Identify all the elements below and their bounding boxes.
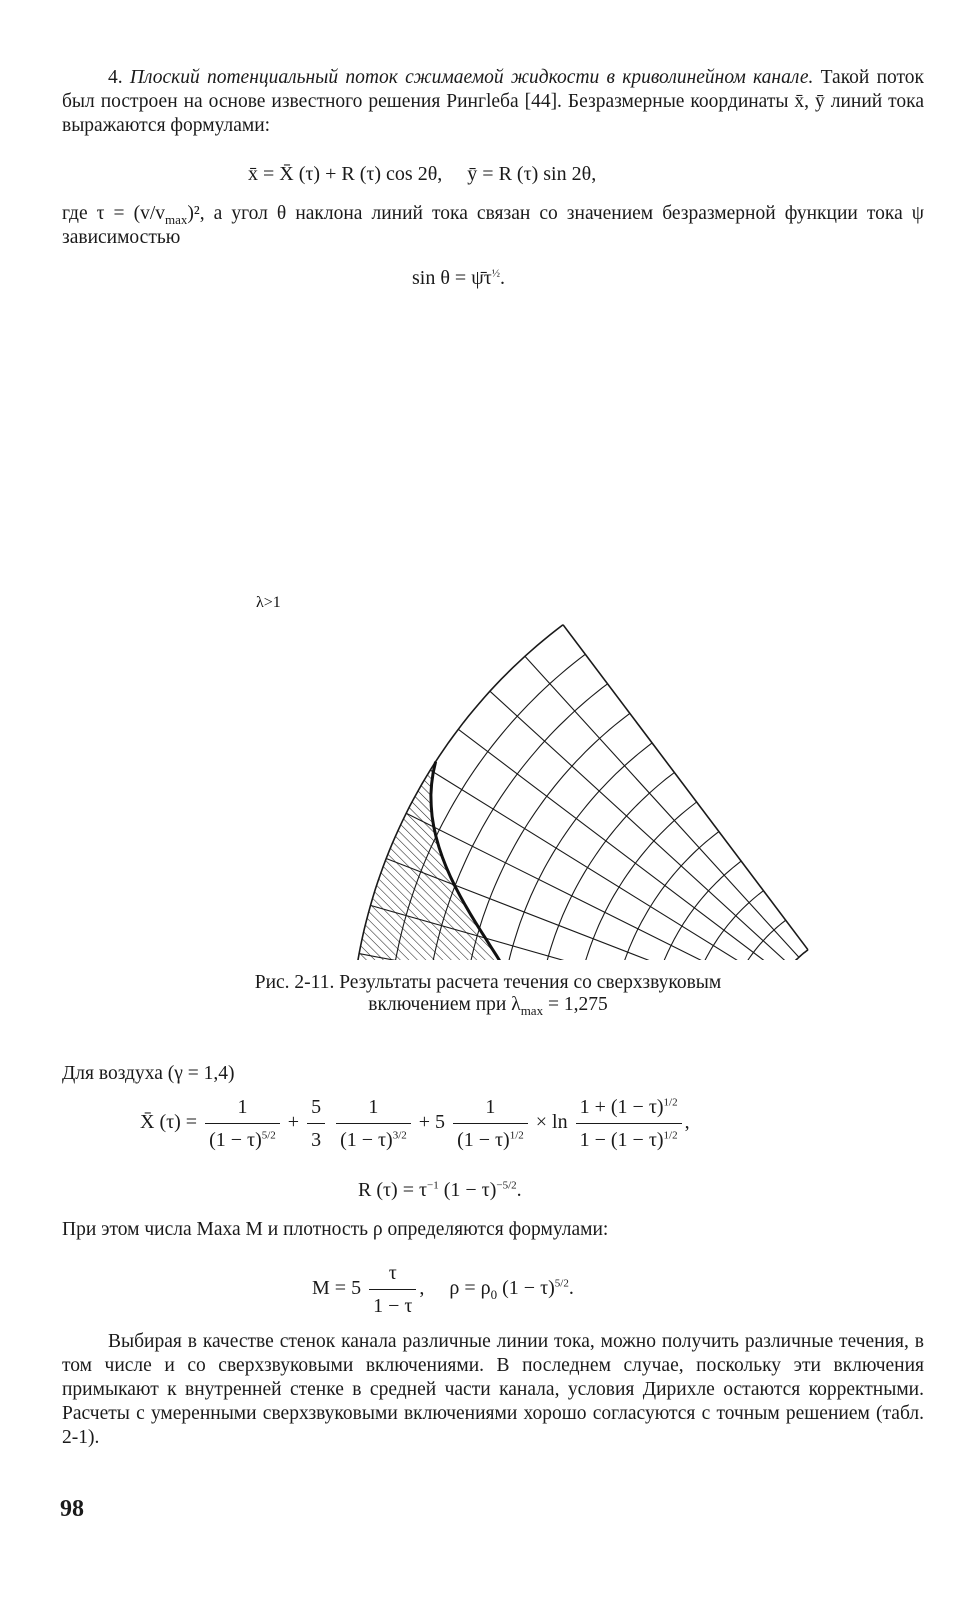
conclusion-paragraph: Выбирая в качестве стенок канала различные линии тока, можно получить различные течения, в том числе и со сверхзвуковыми включениями. В последнем случае, поскольку эти включения примыкают к внутренней стенке в средней части канала, условия Дирихле остаются корректными. Расчеты с умеренными сверхзвуковыми включениями хорошо согласуются с точным решением (табл. 2-1). xyxy=(62,1331,924,1448)
section-number: 4. xyxy=(108,67,123,88)
caption-end: = 1,275 xyxy=(543,994,608,1015)
equation-X: X̄ (τ) = $\frac{1}{(1 - \tau)^{5/2}}$ + $\frac{5}{3}$ $\frac{1}{(1 - \tau)^{3/2}}$ + 5 $\frac{1}{(1 - \tau)^{1/2}}$ × ln $\frac{1 + (1 - \tau)^{1/2}}{1 - (1 - \tau)^{1/2}}$ , xyxy=(140,1092,690,1155)
eqX-frac2: $\frac{1}{(1 - \tau)^{3/2}}$ xyxy=(336,1092,411,1155)
page-number: 98 xyxy=(60,1496,84,1522)
supersonic-hatch xyxy=(350,762,523,960)
equation-x: x̄ = X̄ (τ) + R (τ) cos 2θ, xyxy=(248,163,443,185)
eq2-text: sin θ = ψ̄τ xyxy=(412,267,492,289)
equation-y: ȳ = R (τ) sin 2θ, xyxy=(467,163,597,185)
tau-text-rest: )², а угол θ наклона линий тока связан со значением безразмерной функции тока ψ зависимостью xyxy=(62,203,924,248)
potential-line xyxy=(525,656,799,957)
caption-sub: max xyxy=(520,1002,544,1018)
air-line: Для воздуха (γ = 1,4) xyxy=(62,1063,235,1084)
region-label: λ>1 xyxy=(256,594,281,611)
streamline xyxy=(720,920,786,960)
eqX-lhs: X̄ (τ) = xyxy=(140,1111,198,1134)
eqX-frac1: $\frac{1}{(1 - \tau)^{5/2}}$ xyxy=(205,1092,280,1155)
streamline xyxy=(683,891,763,960)
streamline xyxy=(646,861,741,960)
potential-line xyxy=(458,729,783,960)
caption-line1: Рис. 2-11. Результаты расчета течения со сверхзвуковым xyxy=(254,972,722,993)
figure-caption xyxy=(130,972,846,1016)
streamline xyxy=(498,743,652,960)
tau-text: где τ = (v/v xyxy=(62,203,166,224)
potential-line xyxy=(490,691,791,960)
eqM-frac: $\frac{\tau}{1 - \tau}$ xyxy=(369,1258,416,1321)
caption-line2: включением при λ xyxy=(368,994,521,1015)
tau-sub: max xyxy=(165,211,188,227)
mach-density-paragraph: При этом числа Маха М и плотность ρ определяются формулами: xyxy=(62,1219,609,1240)
equation-R: R $(\tau) = \tau^{-1}$ $(1 - \tau)^{-5/2}$. xyxy=(358,1179,522,1201)
eqX-frac3: $\frac{1}{(1 - \tau)^{1/2}}$ xyxy=(453,1092,528,1155)
eq2-end: . xyxy=(500,267,506,289)
eq2-exp: ½ xyxy=(491,267,501,280)
eqX-frac4: $\frac{1 + (1 - \tau)^{1/2}}{1 - (1 - \tau)^{1/2}}$ xyxy=(576,1092,682,1155)
intro-text: Такой поток был построен на основе известного решения Рингleба [44]. Безразмерные координаты x̄, ȳ линий тока выражаются формулами: xyxy=(62,67,925,136)
section-title: Плоский потенциальный поток сжимаемой жидкости в криволинейном канале. xyxy=(129,67,814,88)
eqX-frac-coef: $\frac{5}{3}$ xyxy=(307,1092,325,1155)
equation-mach-density: M = 5 $\frac{\tau}{1 - \tau}$ , $\rho = \rho_0$ $(1 - \tau)^{5/2}$. xyxy=(312,1258,574,1321)
streamline xyxy=(535,773,674,961)
supersonic-region xyxy=(350,762,523,960)
